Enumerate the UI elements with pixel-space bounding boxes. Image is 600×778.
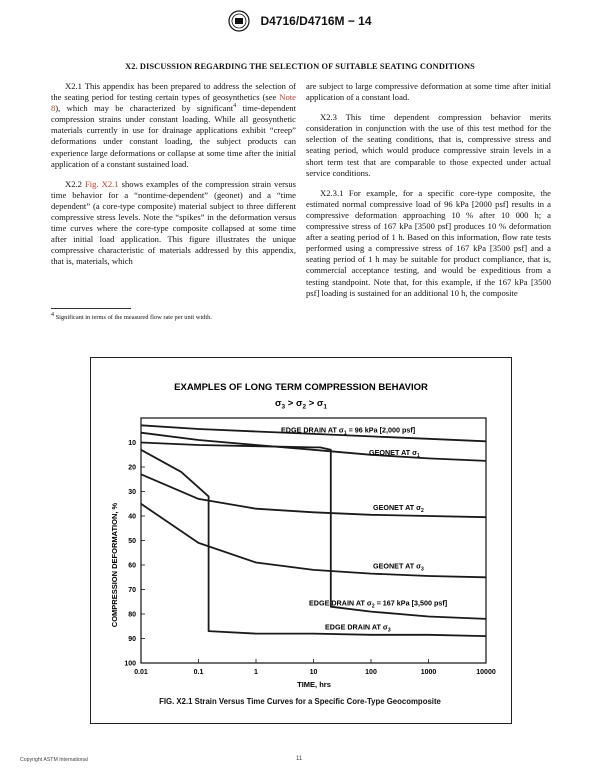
paragraph-x2-3: X2.3 This time dependent compression behavior merits consideration in conjunction with the use of this test method for the selection of the seating conditions, that is, compressive stress and seating period, which would produce compressive strain levels in a short term test that are comparable to those expected under actual service conditions. — [306, 112, 551, 178]
paragraph-x2-1 — [51, 81, 296, 170]
chart-series-labels — [281, 425, 447, 633]
series-label-5: EDGE DRAIN AT $\sigma_2 = 167$ kPa [3,500 psf] — [309, 598, 448, 610]
footnote-marker: 4 — [51, 311, 54, 318]
x-tick-label: 10000 — [476, 669, 496, 676]
series-line-3 — [141, 474, 486, 517]
y-tick-label: 30 — [128, 489, 136, 496]
figure-x2-1 — [90, 357, 512, 724]
series-label-6: EDGE DRAIN AT $\sigma_3$ — [325, 622, 391, 634]
y-tick-label: 100 — [124, 660, 136, 668]
x-tick-label: 100 — [365, 669, 377, 676]
compression-chart — [91, 358, 511, 693]
footnote-ref[interactable]: 4 — [233, 103, 237, 110]
footnote — [51, 311, 212, 321]
plot-frame — [141, 418, 486, 663]
x-tick-label: 1000 — [420, 669, 437, 676]
left-column — [51, 81, 296, 277]
chart-title: EXAMPLES OF LONG TERM COMPRESSION BEHAVIOR — [174, 382, 428, 393]
x-axis-label: TIME, hrs — [297, 680, 331, 689]
series-line-6 — [141, 450, 486, 636]
x-tick-label: 10 — [309, 669, 318, 676]
footnote-divider — [51, 308, 131, 309]
paragraph-text: X2.2 — [65, 178, 85, 189]
chart-subtitle: $\sigma_3 > \sigma_2 > \sigma_1$ — [274, 398, 328, 411]
astm-logo-icon — [228, 10, 250, 32]
x-tick-label: 0.01 — [134, 669, 148, 676]
y-tick-label: 10 — [128, 440, 136, 447]
paragraph-continued: are subject to large compressive deformation at some time after initial application of a constant load. — [306, 81, 551, 103]
series-line-4 — [141, 504, 486, 578]
fig-x2-1-link[interactable]: Fig. X2.1 — [85, 178, 119, 189]
x-tick-label: 1 — [254, 669, 258, 676]
y-tick-label: 60 — [128, 562, 136, 570]
page-number: 11 — [296, 756, 303, 762]
y-tick-label: 80 — [128, 611, 136, 619]
y-tick-label: 20 — [128, 464, 136, 472]
series-label-4: GEONET AT $\sigma_3$ — [373, 561, 424, 573]
note-8-link[interactable]: Note 8 — [51, 92, 296, 114]
series-label-3: GEONET AT $\sigma_2$ — [373, 502, 424, 514]
chart-axes — [124, 418, 496, 676]
paragraph-x2-2 — [51, 179, 296, 268]
page-header — [0, 10, 600, 32]
series-line-5 — [141, 443, 486, 619]
section-title: X2. DISCUSSION REGARDING THE SELECTION OF SUITABLE SEATING CONDITIONS — [125, 62, 475, 71]
copyright-text: Copyright ASTM International — [20, 757, 88, 763]
paragraph-text: time-dependent compression strains under constant loading. While all geosynthetic materials currently in use for drainage applications exhibit “creep” deformations under constant loading, the subject products can experience large deformations or collapse at some time after the initial application of a constant sustained load. — [51, 103, 296, 169]
y-axis-label: COMPRESSION DEFORMATION, % — [110, 502, 119, 628]
paragraph-text: ), which may be characterized by significant — [55, 103, 234, 114]
paragraph-x2-3-1: X2.3.1 For example, for a specific core-type composite, the estimated normal compressive load of 96 kPa [2000 psf] results in a compressive deformation approaching 10 % after 10 000 h; a compressive stress of 167 kPa [3500 psf] produces 10 % deformation after a seating period of 1 h. Based on this information, flow rate tests performed using a compressive stress of 167 kPa [3500 psf] and a seating period of 1 h may be suitable for product compliance, that is, commercial acceptance testing, and would be expeditious from a testing standpoint. Note that, for this example, if the 167 kPa [3500 psf] loading is sustained for an additional 10 h, the composite — [306, 187, 551, 298]
footnote-text: Significant in terms of the measured flow rate per unit width. — [54, 314, 212, 321]
series-label-1: EDGE DRAIN AT $\sigma_1 = 96$ kPa [2,000 psf] — [281, 425, 416, 437]
y-tick-label: 70 — [128, 587, 136, 594]
y-tick-label: 50 — [128, 538, 136, 545]
y-tick-label: 40 — [128, 513, 136, 521]
paragraph-text: X2.1 This appendix has been prepared to address the selection of the seating period for testing certain types of geosynthetics (see — [51, 81, 296, 103]
y-tick-label: 90 — [128, 636, 136, 643]
figure-caption: FIG. X2.1 Strain Versus Time Curves for a Specific Core-Type Geocomposite — [159, 697, 441, 706]
standard-designation: D4716/D4716M − 14 — [260, 14, 372, 28]
right-column — [306, 81, 551, 308]
series-label-2: GEONET AT $\sigma_1$ — [369, 448, 420, 460]
paragraph-text: shows examples of the compression strain versus time behavior for a “nontime-dependent” (geonet) and a “time dependent” (a core-type composite) material subject to three different compressive stress levels. Note the “spikes” in the deformation versus time curves where the core-type composite collapsed at some time after initial load application. This figure illustrates the unique compressive characteristic of materials addressed by this appendix, that is, materials, which — [51, 178, 296, 267]
x-tick-label: 0.1 — [193, 669, 204, 676]
